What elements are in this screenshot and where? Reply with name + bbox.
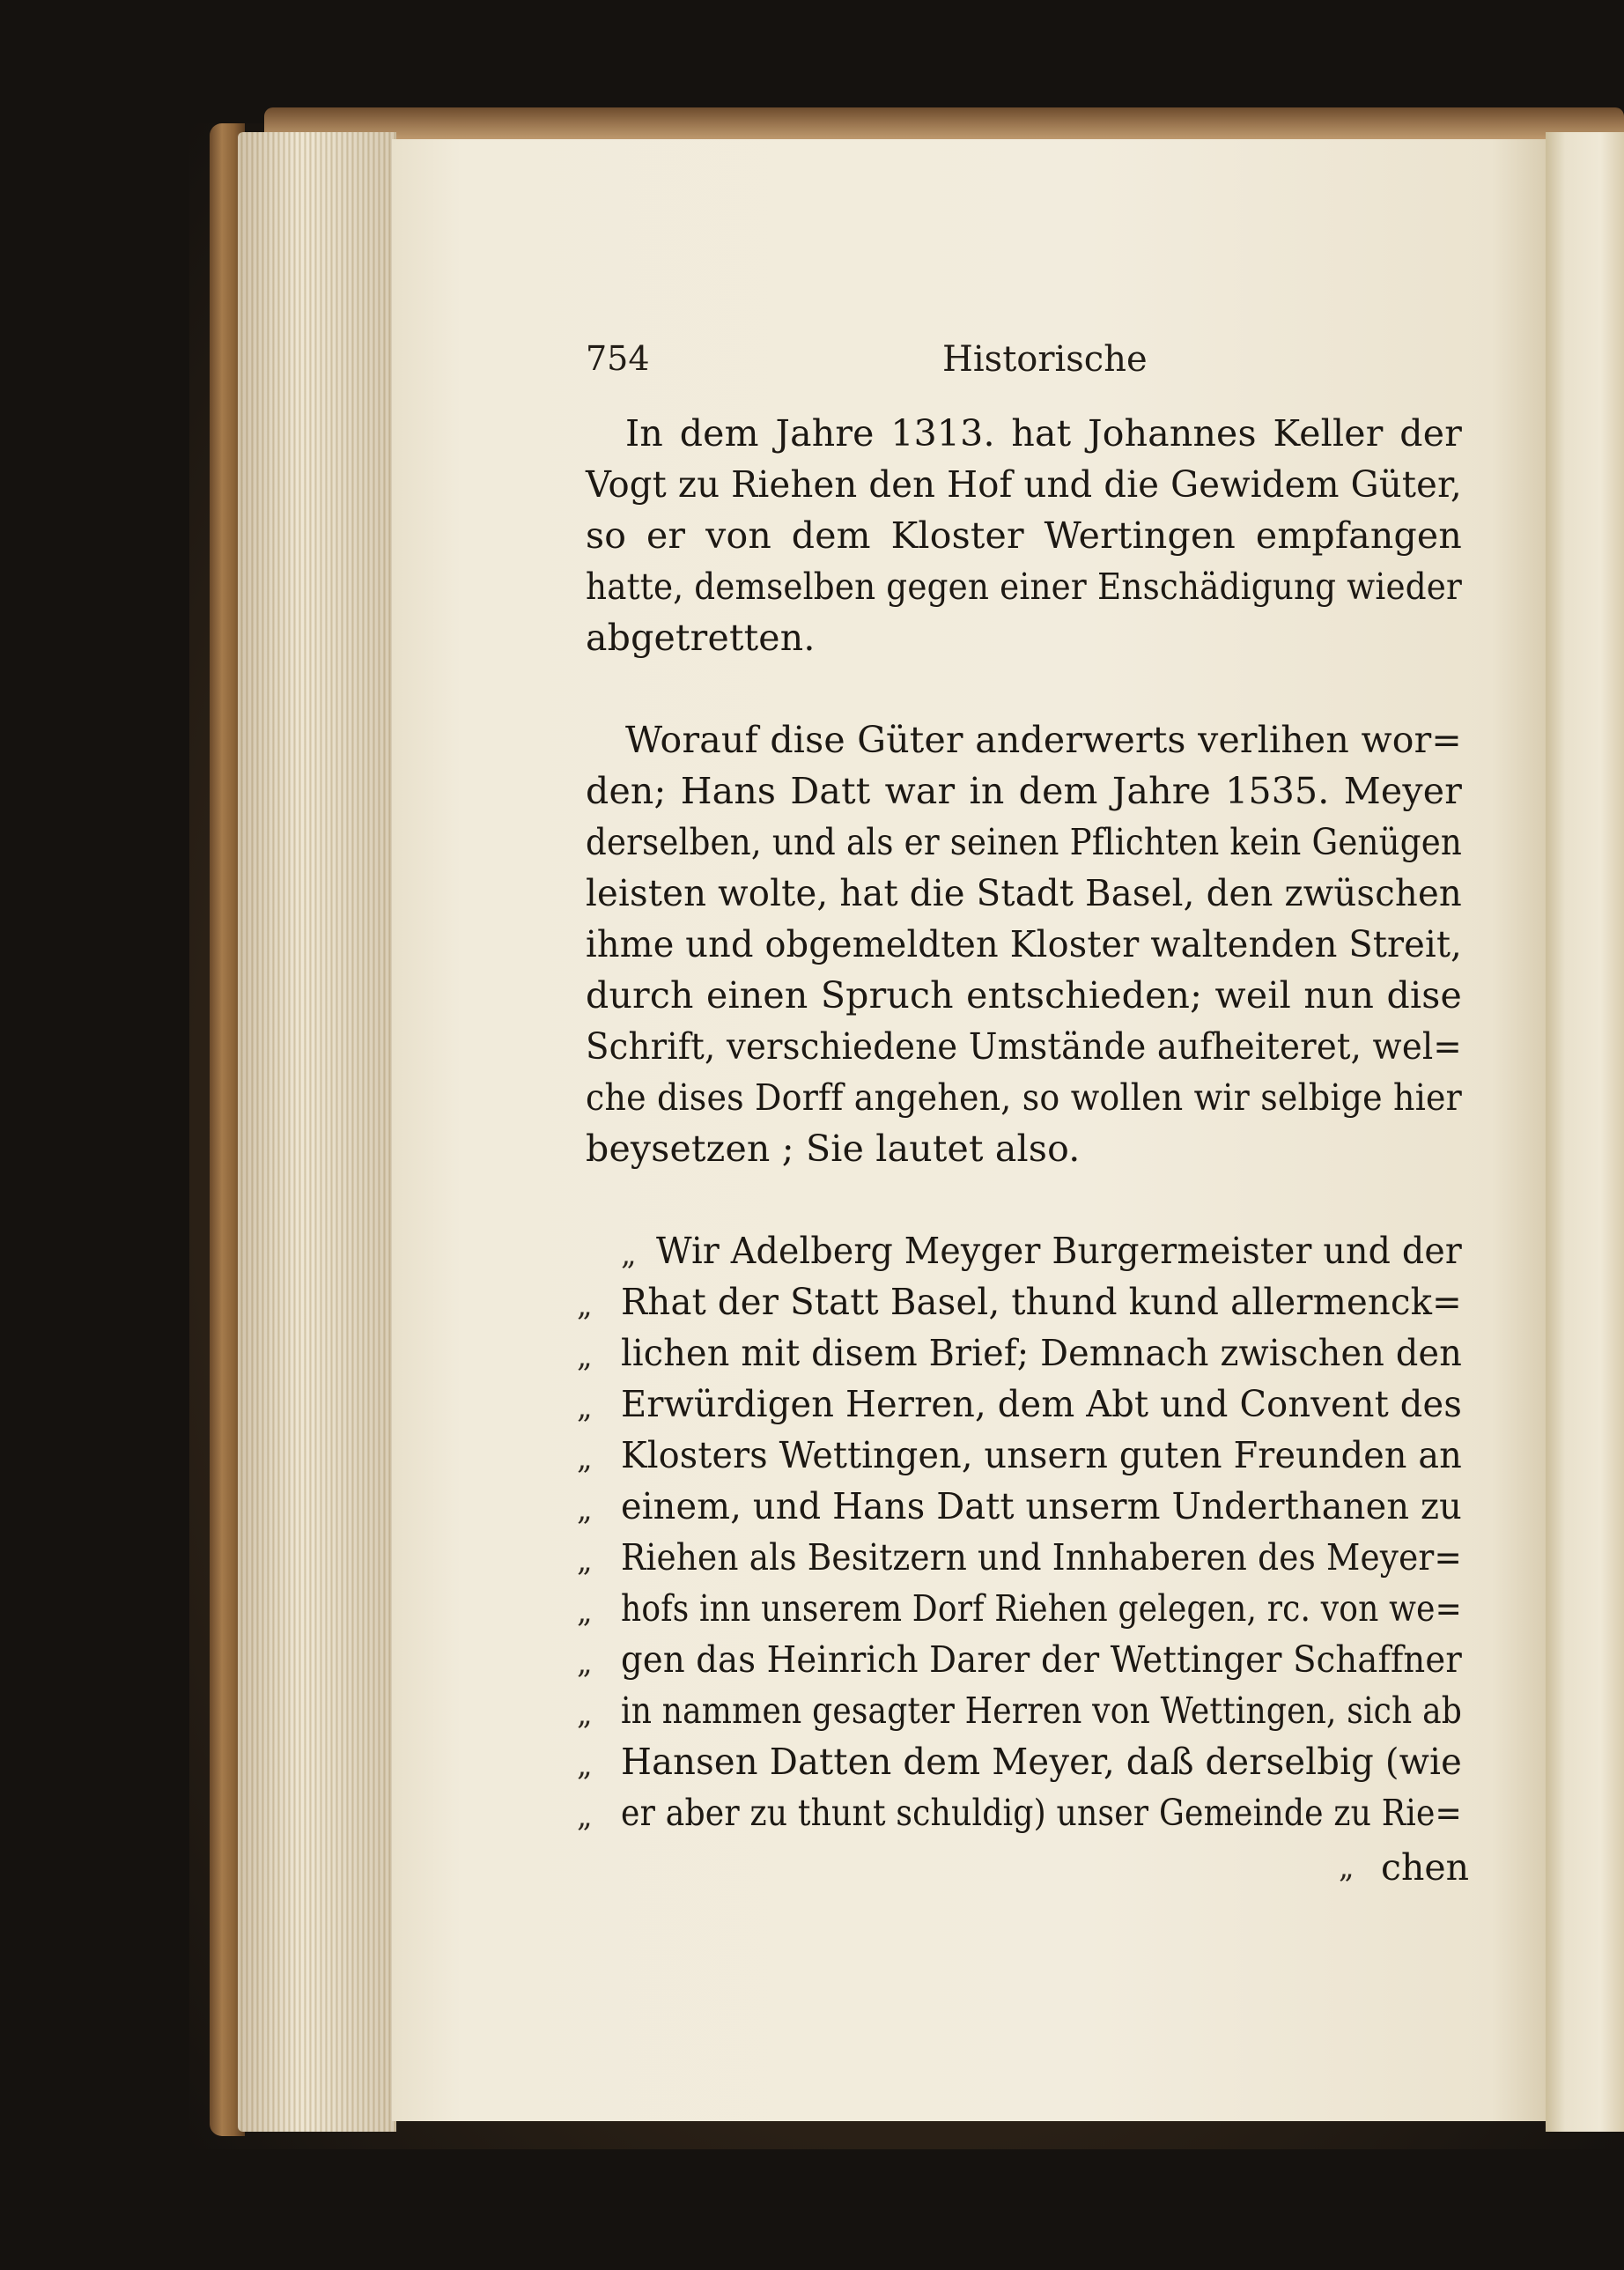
quote-line: Hansen Datten dem Meyer, daß derselbig (wie	[621, 1741, 1462, 1783]
quotation-mark: „	[577, 1288, 593, 1323]
quotation-mark: „	[577, 1543, 593, 1579]
paragraph-2-line: derselben, und als er seinen Pflichten kein Genügen	[586, 821, 1462, 863]
quote-line: er aber zu thunt schuldig) unser Gemeinde zu Rie=	[621, 1792, 1462, 1834]
quote-line: einem, und Hans Datt unserm Underthanen zu	[621, 1485, 1462, 1527]
paragraph-1-line: In dem Jahre 1313. hat Johannes Keller der	[625, 412, 1462, 455]
paragraph-2-line: ihme und obgemeldten Kloster waltenden Streit,	[586, 923, 1462, 965]
running-title: Historische	[942, 339, 1148, 380]
paragraph-2-line: Schrift, verschiedene Umstände aufheiteret, wel=	[586, 1025, 1462, 1068]
catchword: chen	[1381, 1846, 1470, 1889]
quote-line: hofs inn unserem Dorf Riehen gelegen, rc. von we=	[621, 1587, 1462, 1630]
quotation-mark: „	[577, 1492, 593, 1527]
paragraph-1-line: hatte, demselben gegen einer Enschädigung wieder	[586, 566, 1462, 608]
catchword-quotation-mark: „	[1339, 1850, 1355, 1885]
paragraph-2-line: durch einen Spruch entschieden; weil nun dise	[586, 974, 1462, 1017]
paragraph-2-line: beysetzen ; Sie lautet also.	[586, 1128, 1081, 1170]
paragraph-1-line: abgetretten.	[586, 617, 816, 659]
quote-line: Klosters Wettingen, unsern guten Freunden an	[621, 1434, 1462, 1476]
quote-line: lichen mit disem Brief; Demnach zwischen den	[621, 1332, 1462, 1374]
paragraph-2-line: Worauf dise Güter anderwerts verlihen wor=	[625, 719, 1462, 761]
quotation-mark: „	[577, 1339, 593, 1374]
quote-line: Wir Adelberg Meyger Burgermeister und der	[656, 1230, 1462, 1272]
quote-line: gen das Heinrich Darer der Wettinger Schaffner	[621, 1638, 1462, 1681]
quotation-mark: „	[621, 1237, 637, 1272]
quotation-mark: „	[577, 1799, 593, 1834]
quote-line: Erwürdigen Herren, dem Abt und Convent des	[621, 1383, 1462, 1425]
quotation-mark: „	[577, 1594, 593, 1630]
quotation-mark: „	[577, 1441, 593, 1476]
quotation-mark: „	[577, 1697, 593, 1732]
page-header	[586, 339, 1462, 383]
paragraph-2-line: che dises Dorff angehen, so wollen wir selbige hier	[586, 1076, 1462, 1119]
quotation-mark: „	[577, 1645, 593, 1681]
facing-page-edge	[1546, 132, 1624, 2132]
quote-line: Rhat der Statt Basel, thund kund allermenck=	[621, 1281, 1462, 1323]
paragraph-2-line: den; Hans Datt war in dem Jahre 1535. Meyer	[586, 770, 1462, 812]
quote-line: in nammen gesagter Herren von Wettingen, sich ab	[621, 1690, 1462, 1732]
page-stack-edges	[238, 132, 396, 2132]
quotation-mark: „	[577, 1748, 593, 1783]
quotation-mark: „	[577, 1390, 593, 1425]
page-number: 754	[586, 339, 650, 378]
paragraph-1-line: Vogt zu Riehen den Hof und die Gewidem Güter,	[586, 463, 1462, 506]
paragraph-2-line: leisten wolte, hat die Stadt Basel, den zwüschen	[586, 872, 1462, 914]
quote-line: Riehen als Besitzern und Innhaberen des Meyer=	[621, 1536, 1462, 1579]
paragraph-1-line: so er von dem Kloster Wertingen empfangen	[586, 514, 1462, 557]
